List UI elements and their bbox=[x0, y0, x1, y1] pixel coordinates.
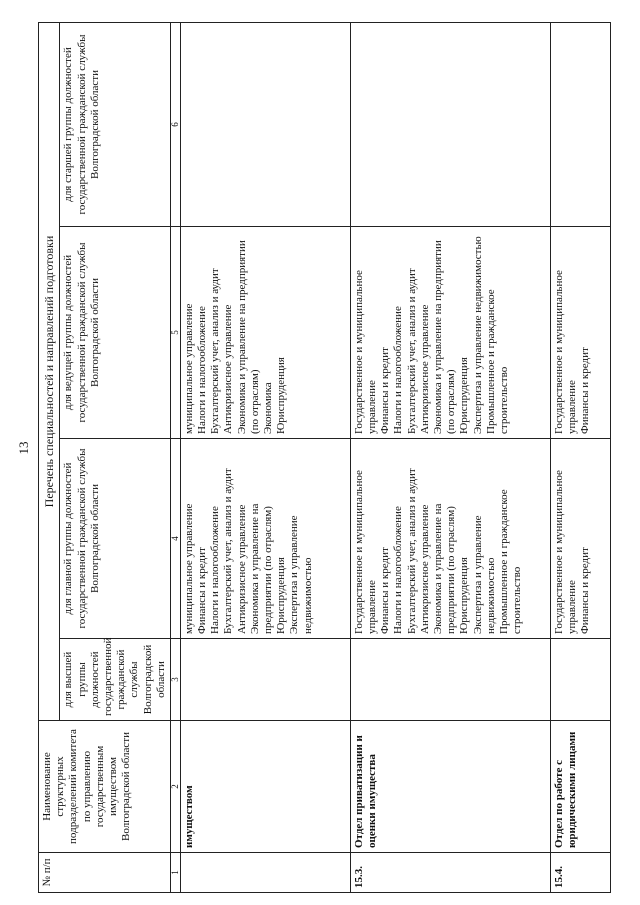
leading-group-specialties bbox=[550, 227, 610, 439]
specialty-item: Антикризисное управление bbox=[222, 304, 235, 434]
specialty-item: Юриспруденция bbox=[458, 357, 471, 434]
specialty-item: Экономика и управление на предприятии (по отраслям) bbox=[432, 503, 458, 634]
specialty-item: Экономика и управление на предприятии (по отраслям) bbox=[432, 240, 458, 434]
column-number: 1 bbox=[170, 853, 180, 893]
specialty-item: муниципальное управление bbox=[182, 503, 195, 634]
department-name: Отдел по работе с юридическими лицами bbox=[550, 721, 610, 853]
highest-group-specialties bbox=[550, 639, 610, 721]
header-main-group: для главной группы должностей государственной гражданской службы Волгоградской области bbox=[60, 439, 171, 639]
specialty-item: Экономика и управление на предприятии (по отраслям) bbox=[248, 503, 275, 634]
specialty-item: Бухгалтерский учет, анализ и аудит bbox=[222, 468, 235, 634]
specialties-table bbox=[38, 22, 611, 893]
specialty-item: Экономика и управление на предприятии (по отраслям) bbox=[235, 240, 261, 434]
main-group-specialties bbox=[350, 439, 550, 639]
specialty-item: Финансы и кредит bbox=[379, 547, 392, 634]
specialty-item: Экспертиза и управление недвижимостью bbox=[288, 515, 314, 634]
row-number: 15.3. bbox=[350, 853, 550, 893]
page-number: 13 bbox=[16, 441, 31, 455]
leading-group-specialties bbox=[180, 227, 350, 439]
specialty-item: Антикризисное управление bbox=[418, 304, 431, 434]
specialty-item: Налоги и налогообложение bbox=[209, 506, 222, 634]
specialty-item: Экспертиза и управление недвижимостью bbox=[471, 236, 484, 434]
column-number: 5 bbox=[170, 227, 180, 439]
specialty-item: Государственное и муниципальное управление bbox=[352, 470, 379, 634]
header-leading-group: для ведущей группы должностей государственной гражданской службы Волгоградской области bbox=[60, 227, 171, 439]
specialty-item: Экономика bbox=[262, 382, 275, 434]
header-specialties-list: Перечень специальностей и направлений подготовки bbox=[39, 23, 60, 721]
specialty-item: Промышленное и гражданское строительство bbox=[497, 489, 524, 634]
highest-group-specialties bbox=[350, 639, 550, 721]
senior-group-specialties bbox=[350, 23, 550, 227]
table-row bbox=[180, 23, 350, 893]
column-number: 3 bbox=[170, 639, 180, 721]
rotated-page bbox=[38, 23, 633, 893]
specialty-item: Юриспруденция bbox=[275, 557, 288, 634]
row-number: 15.4. bbox=[550, 853, 610, 893]
specialty-item: Финансы и кредит bbox=[196, 547, 209, 634]
row-number bbox=[180, 853, 350, 893]
specialty-item: муниципальное управление bbox=[182, 303, 195, 434]
leading-group-specialties bbox=[350, 227, 550, 439]
specialty-item: Антикризисное управление bbox=[418, 504, 431, 634]
specialty-item: Налоги и налогообложение bbox=[392, 506, 405, 634]
specialty-item: Юриспруденция bbox=[458, 557, 471, 634]
specialty-item: Антикризисное управление bbox=[235, 504, 248, 634]
department-name: имуществом bbox=[180, 721, 350, 853]
specialty-item: Налоги и налогообложение bbox=[392, 306, 405, 434]
specialty-item: Финансы и кредит bbox=[379, 347, 392, 434]
highest-group-specialties bbox=[180, 639, 350, 721]
table-row bbox=[350, 23, 550, 893]
column-number: 2 bbox=[170, 721, 180, 853]
column-number-row bbox=[170, 23, 180, 893]
header-senior-group: для старшей группы должностей государственной гражданской службы Волгоградской области bbox=[60, 23, 171, 227]
specialty-item: Бухгалтерский учет, анализ и аудит bbox=[405, 468, 418, 634]
specialty-item: Финансы и кредит bbox=[579, 547, 592, 634]
table-row bbox=[550, 23, 610, 893]
header-department-name: Наименование структурных подразделений комитета по управлению государственным имуществом Волгоградской области bbox=[39, 721, 171, 853]
column-number: 4 bbox=[170, 439, 180, 639]
specialty-item: Юриспруденция bbox=[275, 357, 288, 434]
specialty-item: Государственное и муниципальное управление bbox=[352, 270, 379, 434]
column-number: 6 bbox=[170, 23, 180, 227]
specialty-item: Налоги и налогообложение bbox=[196, 306, 209, 434]
header-num: № п/п bbox=[39, 853, 171, 893]
specialty-item: Бухгалтерский учет, анализ и аудит bbox=[405, 268, 418, 434]
department-name: Отдел приватизации и оценки имущества bbox=[350, 721, 550, 853]
specialty-item: Бухгалтерский учет, анализ и аудит bbox=[209, 268, 222, 434]
specialty-item: Финансы и кредит bbox=[579, 347, 592, 434]
specialty-item: Экспертиза и управление недвижимостью bbox=[471, 515, 497, 634]
main-group-specialties bbox=[180, 439, 350, 639]
senior-group-specialties bbox=[550, 23, 610, 227]
header-row-1 bbox=[39, 23, 60, 893]
specialty-item: Государственное и муниципальное управление bbox=[552, 470, 579, 634]
specialty-item: Государственное и муниципальное управление bbox=[552, 270, 579, 434]
specialty-item: Промышленное и гражданское строительство bbox=[484, 289, 510, 434]
main-group-specialties bbox=[550, 439, 610, 639]
header-highest-group: для высшей группы должностей государственной гражданской службы Волгоградской области bbox=[60, 639, 171, 721]
senior-group-specialties bbox=[180, 23, 350, 227]
